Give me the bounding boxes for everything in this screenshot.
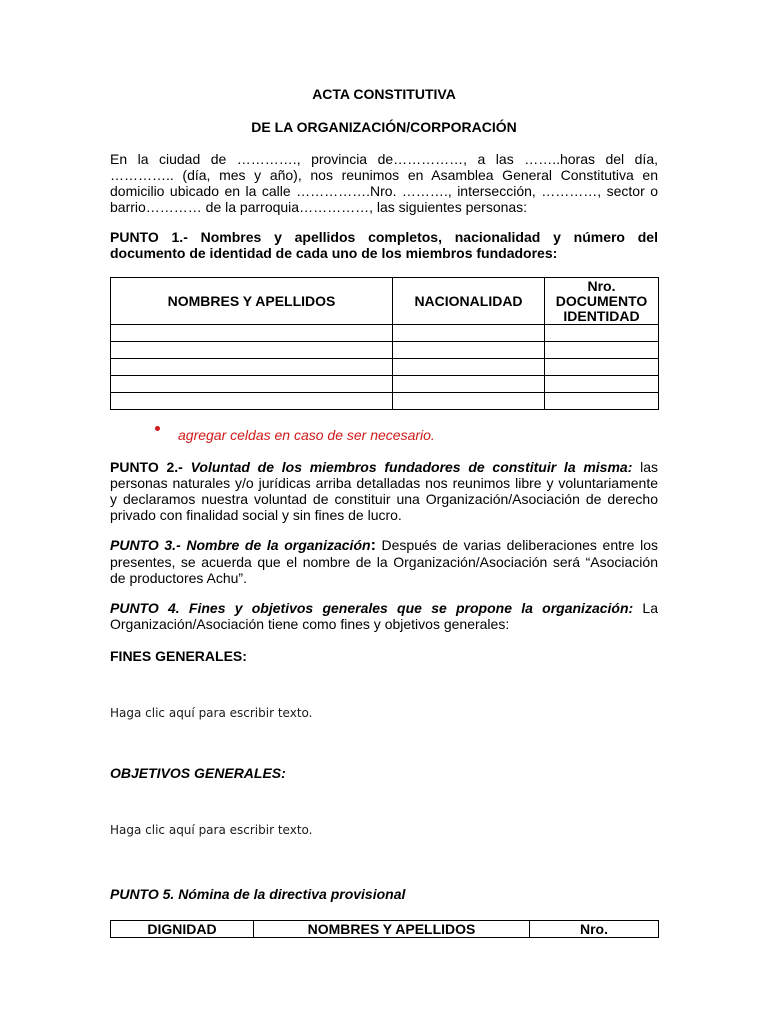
table-cell[interactable]: [393, 325, 545, 342]
punto2-line: privado con finalidad social y sin fines de lucro.: [110, 507, 402, 523]
members-col-document-line: IDENTIDAD: [563, 307, 640, 324]
punto3-heading: Nombre de la organización: [180, 537, 371, 553]
members-table-header: [111, 278, 659, 325]
intro-paragraph: [110, 151, 658, 215]
table-cell[interactable]: [545, 393, 659, 410]
table-cell[interactable]: [545, 342, 659, 359]
table-row: [111, 376, 659, 393]
table-row: [111, 342, 659, 359]
punto3-label: PUNTO 3.-: [110, 537, 181, 553]
punto3-line1: [110, 537, 658, 554]
punto3-line: de productores Achu”.: [110, 570, 247, 586]
punto1-heading: Nombres y apellidos completos, nacionalidad y número del: [187, 229, 658, 245]
punto3-colon: :: [370, 537, 376, 554]
objetivos-heading: OBJETIVOS GENERALES:: [110, 765, 286, 781]
punto4-line1: [110, 600, 658, 616]
punto1-label: PUNTO 1.-: [110, 229, 188, 245]
punto2-label: PUNTO 2.-: [110, 459, 183, 475]
table-cell[interactable]: [111, 342, 393, 359]
punto2-line1: [110, 459, 658, 475]
bullet-icon: [155, 426, 160, 431]
punto3-line: presentes, se acuerda que el nombre de la Organización/Asociación será “Asociación: [110, 554, 658, 570]
fines-text-placeholder[interactable]: Haga clic aquí para escribir texto.: [110, 706, 313, 720]
directive-table-header: [111, 921, 659, 938]
fines-heading: FINES GENERALES:: [110, 648, 247, 664]
punto4-line: Organización/Asociación tiene como fines y objetivos generales:: [110, 616, 510, 632]
punto2-line: personas naturales y/o jurídicas arriba detalladas nos reunimos libre y voluntariamente: [110, 475, 658, 491]
directive-col-number: Nro.: [530, 921, 659, 938]
add-cells-note-text: agregar celdas en caso de ser necesario.: [178, 427, 435, 443]
document-subtitle: DE LA ORGANIZACIÓN/CORPORACIÓN: [251, 119, 517, 135]
punto1-line2: documento de identidad de cada uno de los miembros fundadores:: [110, 245, 558, 261]
members-col-document-line: DOCUMENTO: [555, 292, 648, 309]
members-col-document-line: Nro.: [587, 277, 616, 294]
table-cell[interactable]: [393, 359, 545, 376]
table-row: [111, 393, 659, 410]
punto2-paragraph: [110, 459, 658, 523]
punto2-line: y declaramos nuestra voluntad de constituir una Organización/Asociación de derecho: [110, 491, 658, 507]
members-table: [110, 277, 659, 410]
directive-table: [110, 920, 659, 938]
directive-col-names: NOMBRES Y APELLIDOS: [254, 921, 530, 938]
table-row: [111, 359, 659, 376]
members-col-nationality: NACIONALIDAD: [393, 278, 545, 325]
document-title: ACTA CONSTITUTIVA: [312, 86, 456, 102]
punto3-paragraph: [110, 537, 658, 586]
table-cell[interactable]: [393, 342, 545, 359]
table-cell[interactable]: [545, 359, 659, 376]
punto4-paragraph: [110, 600, 658, 632]
table-cell[interactable]: [111, 359, 393, 376]
table-row: [111, 325, 659, 342]
table-cell[interactable]: [545, 325, 659, 342]
punto5-heading: PUNTO 5. Nómina de la directiva provisional: [110, 886, 406, 902]
table-cell[interactable]: [111, 325, 393, 342]
directive-col-dignity: DIGNIDAD: [111, 921, 254, 938]
intro-line: barrio………… de la parroquia……………, las siguientes personas:: [110, 199, 528, 215]
punto4-text: La: [633, 600, 659, 616]
intro-line: En la ciudad de …………., provincia de……………, a las ……..horas del día,: [110, 151, 658, 167]
punto2-text: las: [632, 459, 658, 475]
table-cell[interactable]: [393, 393, 545, 410]
table-cell[interactable]: [111, 393, 393, 410]
punto1-paragraph: [110, 229, 658, 261]
table-cell[interactable]: [545, 376, 659, 393]
members-col-document: [545, 278, 659, 325]
intro-line: domicilio ubicado en la calle …………….Nro. ………., intersección, …………, sector o: [110, 183, 658, 199]
punto3-text: Después de varias deliberaciones entre los: [375, 537, 658, 553]
objetivos-text-placeholder[interactable]: Haga clic aquí para escribir texto.: [110, 823, 313, 837]
punto2-heading: Voluntad de los miembros fundadores de constituir la misma:: [190, 459, 633, 475]
punto1-line1: [110, 229, 658, 245]
members-col-names: NOMBRES Y APELLIDOS: [111, 278, 393, 325]
table-cell[interactable]: [111, 376, 393, 393]
table-cell[interactable]: [393, 376, 545, 393]
intro-line: ………….. (día, mes y año), nos reunimos en Asamblea General Constitutiva en: [110, 167, 658, 183]
punto4-heading: PUNTO 4. Fines y objetivos generales que se propone la organización:: [110, 600, 634, 616]
